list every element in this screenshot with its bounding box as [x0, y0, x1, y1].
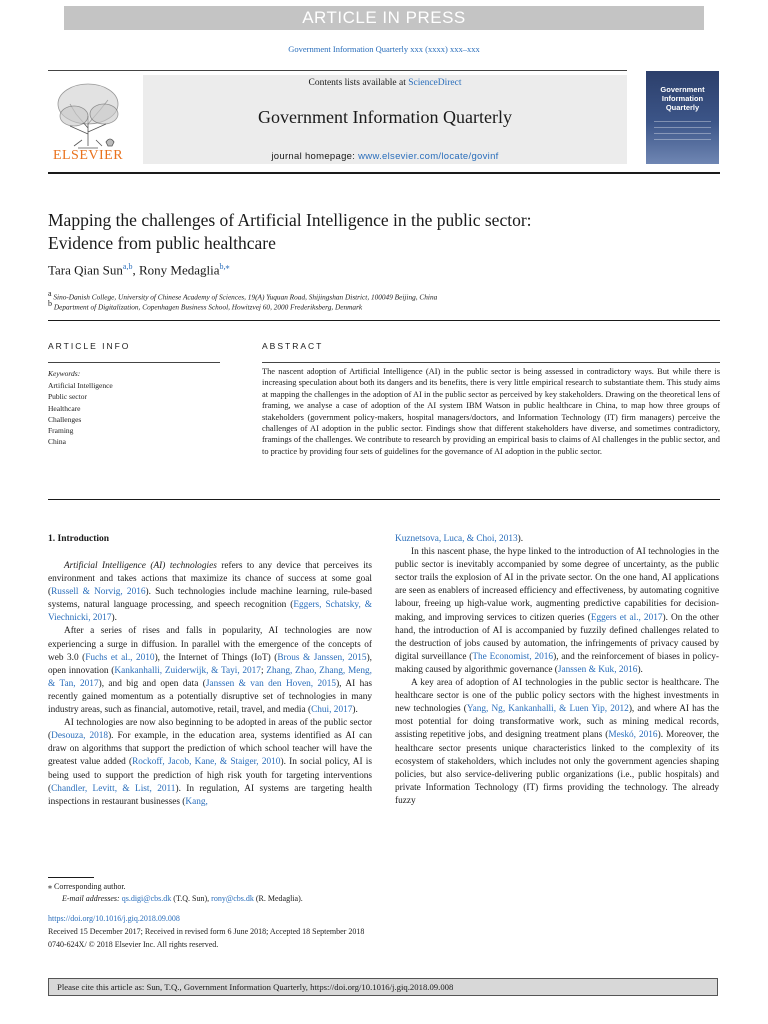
cite-this-article-box: [48, 978, 718, 996]
reference-link[interactable]: Desouza, 2018: [51, 731, 109, 742]
text: ), and the reinforcement of biases in policy-making caused by algorithmic governance (: [395, 651, 720, 675]
text: ).: [517, 534, 524, 544]
affiliation-mark: a: [48, 289, 52, 298]
contents-prefix: Contents lists available at: [308, 78, 409, 88]
reference-link[interactable]: Chui, 2017: [311, 705, 353, 716]
reference-link[interactable]: The Economist, 2016: [472, 651, 554, 662]
author-affiliation-mark[interactable]: a,b: [122, 262, 133, 271]
text: A key area of adoption of AI technologies in the public sector is healthcare. The healthcare sector is one of the public policy sectors with the highest investments in new technologies (: [395, 678, 719, 715]
keyword-item: Challenges: [48, 414, 82, 424]
homepage-link[interactable]: www.elsevier.com/locate/govinf: [358, 151, 499, 162]
paragraph: [395, 546, 719, 677]
keyword-item: Artificial Intelligence: [48, 381, 113, 390]
abstract-rule: [262, 362, 720, 363]
text: ). For example, in the education area, systems identified as AI can draw on algorithms that support the prediction of which school teacher will have the greatest value added (: [48, 731, 372, 768]
abstract-text: The nascent adoption of Artificial Intelligence (AI) in the public sector is being assessed in contradictory ways. But while there is increasing speculation about both its dangers and its benefits, there is very little empirical research to substantiate them. This study aims at mapping the challenges in the adoption of AI in the public sector as perceived by key stakeholders. Drawing on the theoretical lens of framing, we analyse a case of adoption of the AI system IBM Watson in public healthcare in China, to map how three groups of stakeholders (government policy-makers, hospital managers/doctors, and Information Technology (IT) firm managers) perceive the challenges of AI adoption in the public sector. Findings show that different stakeholders have diverse, and sometimes contradictory, framings of the challenges. We contribute to research by providing an empirical basis to claims of AI challenges in the public sector, and to practice by providing four sets of guidelines for the governance of AI adoption in the public sector.: [262, 367, 720, 456]
text: ), and big and open data (: [98, 678, 206, 689]
text: ). In regulation, AI systems are targeting health inspections in restaurant businesses (: [48, 783, 372, 807]
body-column-left: [48, 560, 372, 809]
sciencedirect-link[interactable]: ScienceDirect: [408, 78, 462, 88]
reference-link[interactable]: Kankanhalli, Zuiderwijk, & Tayi, 2017: [114, 665, 261, 676]
reference-link[interactable]: Chandler, Levitt, & List, 2011: [51, 783, 176, 794]
keyword-item: Public sector: [48, 392, 87, 402]
body-column-right: [395, 533, 719, 808]
reference-link[interactable]: Janssen & van den Hoven, 2015: [205, 678, 337, 689]
corresponding-author-note: ⁎ Corresponding author.: [48, 882, 126, 891]
text: (R. Medaglia).: [253, 894, 303, 903]
title-line-2: Evidence from public healthcare: [48, 233, 276, 253]
text: ). Such technologies include machine learning, rule-based systems, natural language processing, and speech recognition (: [48, 587, 372, 611]
text: ;: [260, 665, 267, 676]
affiliation-rule: [48, 320, 720, 321]
masthead-bottom-rule: [48, 172, 720, 174]
cover-decor-line: [654, 133, 711, 134]
journal-cover-image[interactable]: [646, 71, 719, 164]
author-name: Tara Qian Sun: [48, 262, 123, 278]
article-info-rule: [48, 362, 220, 363]
homepage-prefix: journal homepage:: [271, 151, 359, 162]
reference-link[interactable]: Kang,: [185, 796, 208, 807]
email-link[interactable]: qs.digi@cbs.dk: [121, 894, 172, 903]
email-label: E-mail addresses:: [62, 894, 122, 903]
text: refers to any device that perceives its environment and takes actions that maximize its chance of success at some goal (: [48, 561, 372, 598]
paper-title: [48, 209, 688, 255]
affiliation-mark: b: [48, 299, 52, 308]
author-affiliation-mark[interactable]: b,⁎: [219, 262, 230, 271]
reference-link[interactable]: Rockoff, Jacob, Kane, & Staiger, 2010: [132, 757, 281, 768]
text: ).: [637, 664, 643, 675]
abstract-bottom-rule: [48, 499, 720, 500]
journal-homepage-line: [143, 151, 627, 162]
affiliation-b: [48, 299, 720, 311]
journal-name: Government Information Quarterly: [258, 107, 512, 127]
emphasis: Artificial Intelligence (AI) technologies: [64, 561, 217, 571]
article-in-press-banner: ARTICLE IN PRESS: [64, 6, 704, 30]
text: ). On the other hand, the introduction of AI is accompanied by fuzzily defined challenges related to the destruction of jobs caused by automation, the infringements of privacy caused by digital surveillance (: [395, 612, 720, 662]
article-info-heading: ARTICLE INFO: [48, 341, 131, 351]
text: In this nascent phase, the hype linked to the introduction of AI technologies in the public sector is inevitably accompanied by some degree of uncertainty, as the public sector trails the explosion of AI in the private sector. On the one hand, AI applications are seen as enablers of increased efficiency and effectiveness, by automating cognitive labour, freeing up high-value work, augmenting predictive capabilities for decision-making, and improving services to citizen queries (: [395, 547, 719, 623]
masthead-top-rule: [48, 70, 627, 71]
reference-link[interactable]: Eggers, Schatsky, & Viechnicki, 2017: [48, 600, 372, 624]
text: ), AI has recently gained momentum as a potentially disruptive set of technologies in many industry areas, such as financial, automotive, retail, travel, and media (: [48, 678, 373, 716]
text: ).: [111, 613, 117, 624]
journal-citation-link[interactable]: Government Information Quarterly xxx (xxxx) xxx–xxx: [288, 44, 480, 54]
paragraph: [48, 560, 372, 625]
keyword-item: Framing: [48, 426, 74, 436]
contents-available-line: [143, 78, 627, 88]
paragraph: [48, 717, 372, 809]
elsevier-wordmark: ELSEVIER: [52, 148, 124, 163]
text: ). In social policy, AI is being used to support the prediction of high risk youth for targeting interventions (: [48, 757, 372, 794]
affiliation-text: Sino-Danish College, University of Chinese Academy of Sciences, 19(A) Yuquan Road, Shijingshan District, 100049 Beijing, China: [53, 292, 438, 302]
text: ), and where AI has the most potential for doing transformative work, such as mining medical records, assisting repetitive jobs, and designing treatment plans (: [395, 704, 719, 741]
email-addresses-note: [62, 894, 303, 903]
title-line-1: Mapping the challenges of Artificial Intelligence in the public sector:: [48, 210, 532, 230]
reference-link[interactable]: Russell & Norvig, 2016: [51, 587, 146, 598]
cover-decor-line: [654, 139, 711, 140]
cite-text: Please cite this article as: Sun, T.Q., Government Information Quarterly, https://doi.org/10.1016/j.giq.2018.09.008: [57, 982, 454, 992]
doi-link[interactable]: https://doi.org/10.1016/j.giq.2018.09.008: [48, 914, 180, 923]
reference-link[interactable]: Fuchs et al., 2010: [85, 652, 155, 663]
text: ).: [352, 705, 358, 716]
reference-link[interactable]: Kuznetsova, Luca, & Choi, 2013: [395, 534, 518, 544]
affiliation-text: Department of Digitalization, Copenhagen Business School, Howitzvej 60, 2000 Frederiksberg, Denmark: [53, 302, 363, 312]
paragraph: [395, 533, 719, 546]
text: After a series of rises and falls in popularity, AI technologies are now experiencing a surge in diffusion. In parallel with the emergence of the concepts of web 3.0 (: [48, 626, 372, 663]
keywords-list: [48, 380, 218, 448]
reference-link[interactable]: Brous & Janssen, 2015: [277, 652, 367, 663]
keywords-label: Keywords:: [48, 369, 81, 378]
reference-link[interactable]: Zhang, Zhao, Zhang, Meng, & Tan, 2017: [48, 665, 372, 689]
text: (T.Q. Sun),: [171, 894, 212, 903]
author-name: Rony Medaglia: [138, 262, 220, 278]
text: ), open innovation (: [48, 652, 372, 676]
copyright-line: 0740-624X/ © 2018 Elsevier Inc. All rights reserved.: [48, 940, 219, 949]
paragraph: [48, 625, 372, 717]
cover-decor-line: [654, 121, 711, 122]
received-dates: Received 15 December 2017; Received in revised form 6 June 2018; Accepted 18 September 2018: [48, 927, 365, 936]
reference-link[interactable]: Janssen & Kuk, 2016: [557, 664, 638, 675]
email-link[interactable]: rony@cbs.dk: [211, 894, 254, 903]
text: ). Moreover, the healthcare sector presents unique characteristics linked to the complexity of its ecosystem of stakeholders, which includes not only the government agencies shaping policies, but also service-delivering public organizations (i.e., public hospitals) and private Information Technology (IT) firms providing the technology. The already fuzzy: [395, 730, 719, 806]
section-heading-introduction: 1. Introduction: [48, 534, 110, 544]
abstract-heading: ABSTRACT: [262, 341, 324, 351]
reference-link[interactable]: Yang, Ng, Kankanhalli, & Luen Yip, 2012: [466, 704, 629, 715]
paragraph: [395, 677, 719, 808]
cover-decor-line: [654, 127, 711, 128]
reference-link[interactable]: Eggers et al., 2017: [590, 612, 663, 623]
reference-link[interactable]: Meskó, 2016: [608, 730, 658, 741]
keyword-item: Healthcare: [48, 403, 81, 413]
text: ), the Internet of Things (IoT) (: [154, 652, 278, 663]
author-separator: ,: [132, 262, 139, 278]
footnote-rule: [48, 877, 94, 878]
text: AI technologies are now also beginning to be adopted in areas of the public sector (: [48, 718, 372, 742]
keyword-item: China: [48, 437, 66, 447]
cover-title: Government Information Quarterly: [660, 85, 705, 112]
author-list: [48, 262, 688, 278]
